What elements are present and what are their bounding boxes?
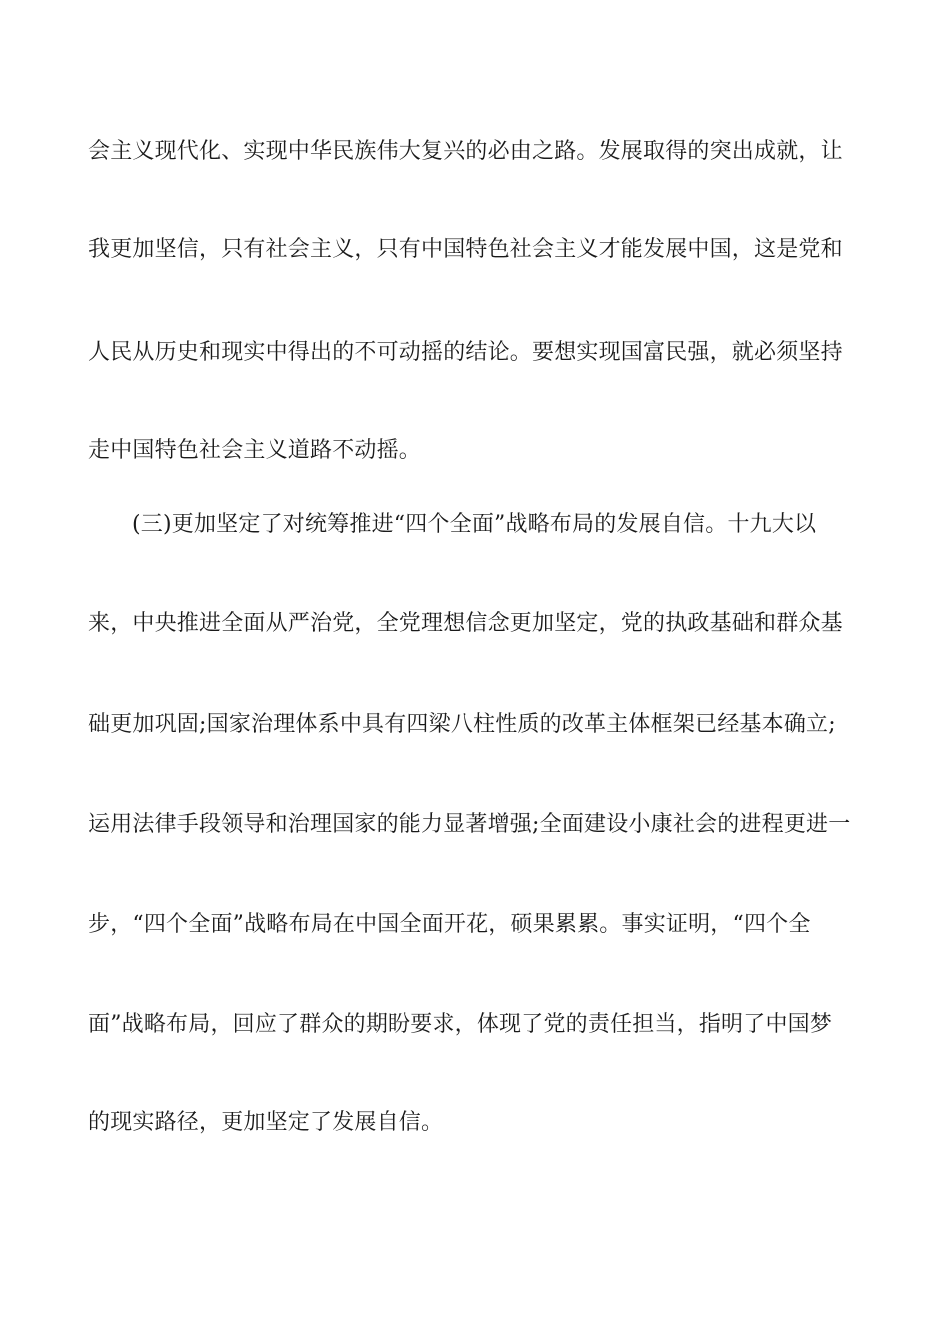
paragraph-line: 走中国特色社会主义道路不动摇。 — [88, 438, 422, 463]
paragraph-line: 我更加坚信，只有社会主义，只有中国特色社会主义才能发展中国，这是党和 — [88, 237, 843, 262]
paragraph-line: 人民从历史和现实中得出的不可动摇的结论。要想实现国富民强，就必须坚持 — [88, 340, 843, 365]
paragraph-line: (三)更加坚定了对统筹推进“四个全面”战略布局的发展自信。十九大以 — [132, 512, 817, 537]
paragraph-line: 运用法律手段领导和治理国家的能力显著增强;全面建设小康社会的进程更进一 — [88, 812, 851, 837]
paragraph-line: 的现实路径，更加坚定了发展自信。 — [88, 1110, 444, 1135]
paragraph-line: 会主义现代化、实现中华民族伟大复兴的必由之路。发展取得的突出成就，让 — [88, 139, 843, 164]
paragraph-line: 来，中央推进全面从严治党，全党理想信念更加坚定，党的执政基础和群众基 — [88, 611, 843, 636]
paragraph-line: 面”战略布局，回应了群众的期盼要求，体现了党的责任担当，指明了中国梦 — [88, 1012, 833, 1037]
paragraph-line: 础更加巩固;国家治理体系中具有四梁八柱性质的改革主体框架已经基本确立; — [88, 712, 836, 737]
paragraph-line: 步，“四个全面”战略布局在中国全面开花，硕果累累。事实证明，“四个全 — [88, 912, 811, 937]
